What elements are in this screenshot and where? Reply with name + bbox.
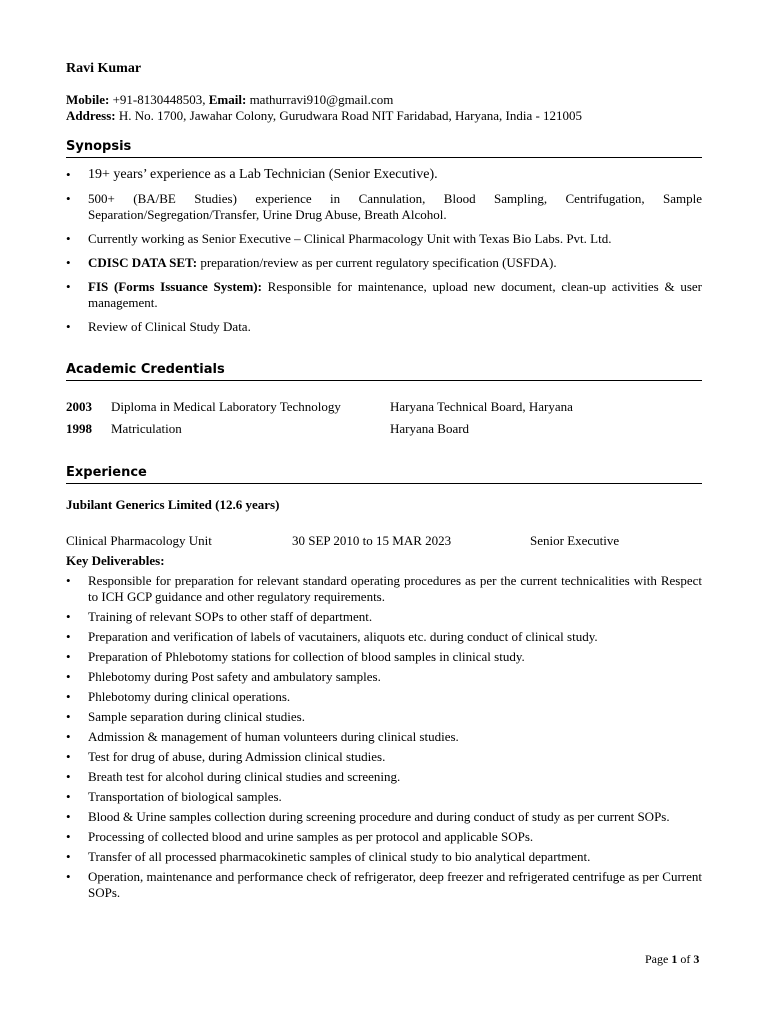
list-item: • Training of relevant SOPs to other staff of department. — [66, 609, 702, 625]
unit-name: Clinical Pharmacology Unit — [66, 533, 212, 548]
list-item: • 500+ (BA/BE Studies) experience in Cannulation, Blood Sampling, Centrifugation, Sample Separation/Segregation/Transfer, Urine Drug Abuse, Breath Alcohol. — [66, 191, 702, 223]
email-label: Email: — [208, 92, 247, 107]
list-item: • FIS (Forms Issuance System): Responsible for maintenance, upload new document, clean-up activities & user management. — [66, 279, 702, 311]
list-item: • Transfer of all processed pharmacokinetic samples of clinical study to bio analytical department. — [66, 849, 702, 865]
academic-table — [66, 399, 702, 443]
contact-line-2 — [66, 108, 582, 124]
academic-board: Haryana Technical Board, Haryana — [390, 399, 573, 414]
list-item: • 19+ years’ experience as a Lab Technician (Senior Executive). — [66, 167, 702, 183]
synopsis-heading: Synopsis — [66, 139, 702, 158]
deliverables-list — [66, 573, 702, 905]
list-item: • Processing of collected blood and urine samples as per protocol and applicable SOPs. — [66, 829, 702, 845]
list-item: • Operation, maintenance and performance check of refrigerator, deep freezer and refrigerated centrifuge as per Current SOPs. — [66, 869, 702, 901]
address-label: Address: — [66, 108, 116, 123]
list-item: • Preparation of Phlebotomy stations for collection of blood samples in clinical study. — [66, 649, 702, 665]
academic-year: 1998 — [66, 421, 92, 436]
contact-block — [66, 92, 582, 124]
deliverables-heading: Key Deliverables: — [66, 553, 165, 568]
synopsis-list — [66, 167, 702, 343]
list-item: • Sample separation during clinical studies. — [66, 709, 702, 725]
academic-course: Matriculation — [111, 421, 182, 436]
list-item: • Breath test for alcohol during clinical studies and screening. — [66, 769, 702, 785]
list-item: • Admission & management of human volunteers during clinical studies. — [66, 729, 702, 745]
list-item: • Responsible for preparation for relevant standard operating procedures as per the current technicalities with Respect to ICH GCP guidance and other regulatory requirements. — [66, 573, 702, 605]
list-item: • Currently working as Senior Executive – Clinical Pharmacology Unit with Texas Bio Labs. Pvt. Ltd. — [66, 231, 702, 247]
list-item: • Review of Clinical Study Data. — [66, 319, 702, 335]
mobile-value: +91-8130448503, — [112, 92, 206, 107]
mobile-label: Mobile: — [66, 92, 110, 107]
list-item: • Phlebotomy during clinical operations. — [66, 689, 702, 705]
list-item: • Transportation of biological samples. — [66, 789, 702, 805]
list-item: • Test for drug of abuse, during Admission clinical studies. — [66, 749, 702, 765]
experience-heading: Experience — [66, 465, 702, 484]
address-value: H. No. 1700, Jawahar Colony, Gurudwara Road NIT Faridabad, Haryana, India - 121005 — [118, 108, 583, 123]
candidate-name: Ravi Kumar — [66, 61, 142, 76]
academic-course: Diploma in Medical Laboratory Technology — [111, 399, 341, 414]
academic-heading: Academic Credentials — [66, 362, 702, 381]
list-item: • Phlebotomy during Post safety and ambulatory samples. — [66, 669, 702, 685]
list-item: • Blood & Urine samples collection during screening procedure and during conduct of study as per current SOPs. — [66, 809, 702, 825]
contact-line-1 — [66, 92, 582, 108]
employment-period: 30 SEP 2010 to 15 MAR 2023 — [292, 533, 452, 548]
list-item: • Preparation and verification of labels of vacutainers, aliquots etc. during conduct of clinical study. — [66, 629, 702, 645]
table-row — [66, 399, 702, 421]
role-row — [66, 533, 702, 549]
table-row — [66, 421, 702, 443]
academic-board: Haryana Board — [390, 421, 470, 436]
page-number: Page 1 of 3 — [645, 952, 700, 966]
academic-year: 2003 — [66, 399, 92, 414]
email-value: mathurravi910@gmail.com — [249, 92, 394, 107]
list-item: • CDISC DATA SET: preparation/review as per current regulatory specification (USFDA). — [66, 255, 702, 271]
designation: Senior Executive — [530, 533, 620, 548]
company-name: Jubilant Generics Limited (12.6 years) — [66, 497, 280, 512]
